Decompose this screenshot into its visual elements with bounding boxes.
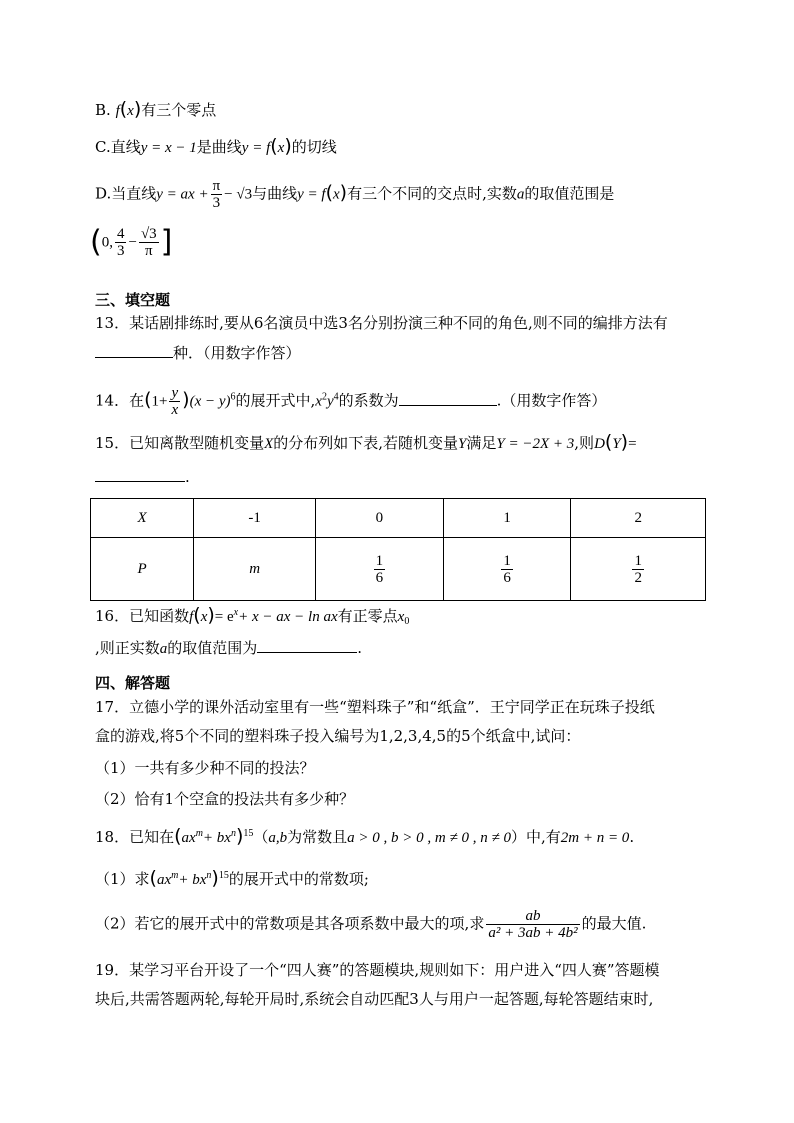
ab-fraction: $\frac{ab}{\text{a² + 3ab + 4b²}}$ xyxy=(488,908,578,941)
q18-part2: （2）若它的展开式中的常数项是其各项系数中最大的项,求 $\frac{ab}{\text{a² + 3ab + 4b²}}$ 的最大值. xyxy=(95,908,647,941)
four-thirds-fraction: $\frac{4}{3}$ xyxy=(116,226,125,259)
var-x: x xyxy=(277,140,285,156)
q17-part2: （2）恰有1个空盒的投法共有多少种？ xyxy=(95,790,355,808)
option-d-text1: 有三个不同的交点时,实数 xyxy=(347,184,517,203)
q18-part1: （1）求$(ax^m+ bx^n)^{15}$的展开式中的常数项; xyxy=(95,867,369,889)
q17-line1: 17．立德小学的课外活动室里有一些“塑料珠子”和“纸盒”．王宁同学正在玩珠子投纸 xyxy=(95,698,655,716)
option-b-prefix: B. xyxy=(95,101,111,119)
q13-line2: 种．（用数字作答） xyxy=(95,343,301,363)
option-d-tail: − √3 xyxy=(224,186,253,203)
option-d-mid: 与曲线 xyxy=(252,184,298,203)
option-c-eq2: y = f xyxy=(241,140,271,156)
var-x: x xyxy=(127,103,134,119)
table-cell: 2 xyxy=(571,499,706,538)
table-cell: 1 xyxy=(443,499,571,538)
option-d-interval: (0, $\frac{4}{3}$ − $\frac{√3}{\pi}$ ] xyxy=(90,224,173,260)
fraction: $\frac{1}{2}$ xyxy=(634,552,642,586)
pi-over-3-fraction: $\frac{\pi}{3}$ xyxy=(212,178,221,211)
q15-line1: 15．已知离散型随机变量X的分布列如下表,若随机变量Y满足Y = −2X + 3,则D(Y)= xyxy=(95,431,637,453)
option-c-eq1: y = x − 1 xyxy=(140,140,197,156)
table-cell xyxy=(571,538,706,601)
option-b-text: 有三个零点 xyxy=(141,101,217,119)
q14: 14．在(1+ $\frac{y}{x}$ )$(x - y)^6$的展开式中$,x^2y^4$的系数为 .（用数字作答） xyxy=(95,385,607,418)
option-d-text2: 的取值范围是 xyxy=(524,184,615,203)
table-cell: X xyxy=(91,499,194,538)
q13-answer-blank[interactable] xyxy=(95,343,173,358)
q19-line2: 块后,共需答题两轮,每轮开局时,系统会自动匹配3人与用户一起答题,每轮答题结束时, xyxy=(95,990,654,1008)
section-fill-blank-heading: 三、填空题 xyxy=(95,291,171,309)
q17-line2: 盒的游戏,将5个不同的塑料珠子投入编号为1,2,3,4,5的5个纸盒中,试问： xyxy=(95,727,581,745)
fraction: $\frac{1}{6}$ xyxy=(503,552,511,586)
option-d-eq2: y = f xyxy=(297,186,326,203)
q16-answer-blank[interactable] xyxy=(257,638,357,653)
q19-line1: 19．某学习平台开设了一个“四人赛”的答题模块,规则如下：用户进入“四人赛”答题模 xyxy=(95,961,660,979)
function-f: f xyxy=(115,103,120,119)
option-c-mid: 是曲线 xyxy=(196,138,242,156)
table-cell xyxy=(316,538,444,601)
option-d: D.当直线y = ax + $\frac{\pi}{3}$ − √3与曲线y = f(x)有三个不同的交点时,实数a的取值范围是 xyxy=(95,178,615,211)
q16-line1: 16．已知函数$f(x)= e^x+ x$ − ax − ln ax有正零点$x_0$ xyxy=(95,604,410,627)
option-c-text: 的切线 xyxy=(291,138,337,156)
q13-line1: 13．某话剧排练时,要从6名演员中选3名分别扮演三种不同的角色,则不同的编排方法有 xyxy=(95,314,668,332)
table-cell: P xyxy=(91,538,194,601)
q14-answer-blank[interactable] xyxy=(399,391,497,406)
var-a: a xyxy=(516,186,525,203)
interval-zero: 0, xyxy=(101,234,113,251)
distribution-table xyxy=(90,498,706,601)
var-x: x xyxy=(333,186,340,203)
table-cell: m xyxy=(194,538,316,601)
q16-line2: ,则正实数a的取值范围为 . xyxy=(95,639,363,657)
q18-stem: 18．已知在$(ax^m+ bx^n)^{15}(a,b$为常数且a > 0 , b > 0 , m ≠ 0 , n ≠ 0）中,有2m + n = 0. xyxy=(95,825,635,847)
q17-part1: （1）一共有多少种不同的投法？ xyxy=(95,759,315,777)
q15-answer-blank[interactable] xyxy=(95,467,185,482)
y-over-x-fraction: $\frac{y}{x}$ xyxy=(171,385,179,418)
option-c: C.直线y = x − 1是曲线y = f(x)的切线 xyxy=(95,135,337,157)
option-b: B. f(x)有三个零点 xyxy=(95,98,217,120)
fraction: $\frac{1}{6}$ xyxy=(375,552,384,586)
option-c-prefix: C.直线 xyxy=(95,138,141,156)
option-d-prefix: D.当直线 xyxy=(95,184,157,203)
table-cell: 0 xyxy=(316,499,444,538)
option-d-eq1: y = ax + xyxy=(156,186,209,203)
table-row xyxy=(91,499,706,538)
q15-line2: . xyxy=(95,467,190,487)
sqrt3-over-pi-fraction: $\frac{√3}{\pi}$ xyxy=(140,226,157,259)
section-solve-heading: 四、解答题 xyxy=(95,674,171,692)
table-row xyxy=(91,538,706,601)
table-cell xyxy=(443,538,571,601)
table-cell: -1 xyxy=(194,499,316,538)
